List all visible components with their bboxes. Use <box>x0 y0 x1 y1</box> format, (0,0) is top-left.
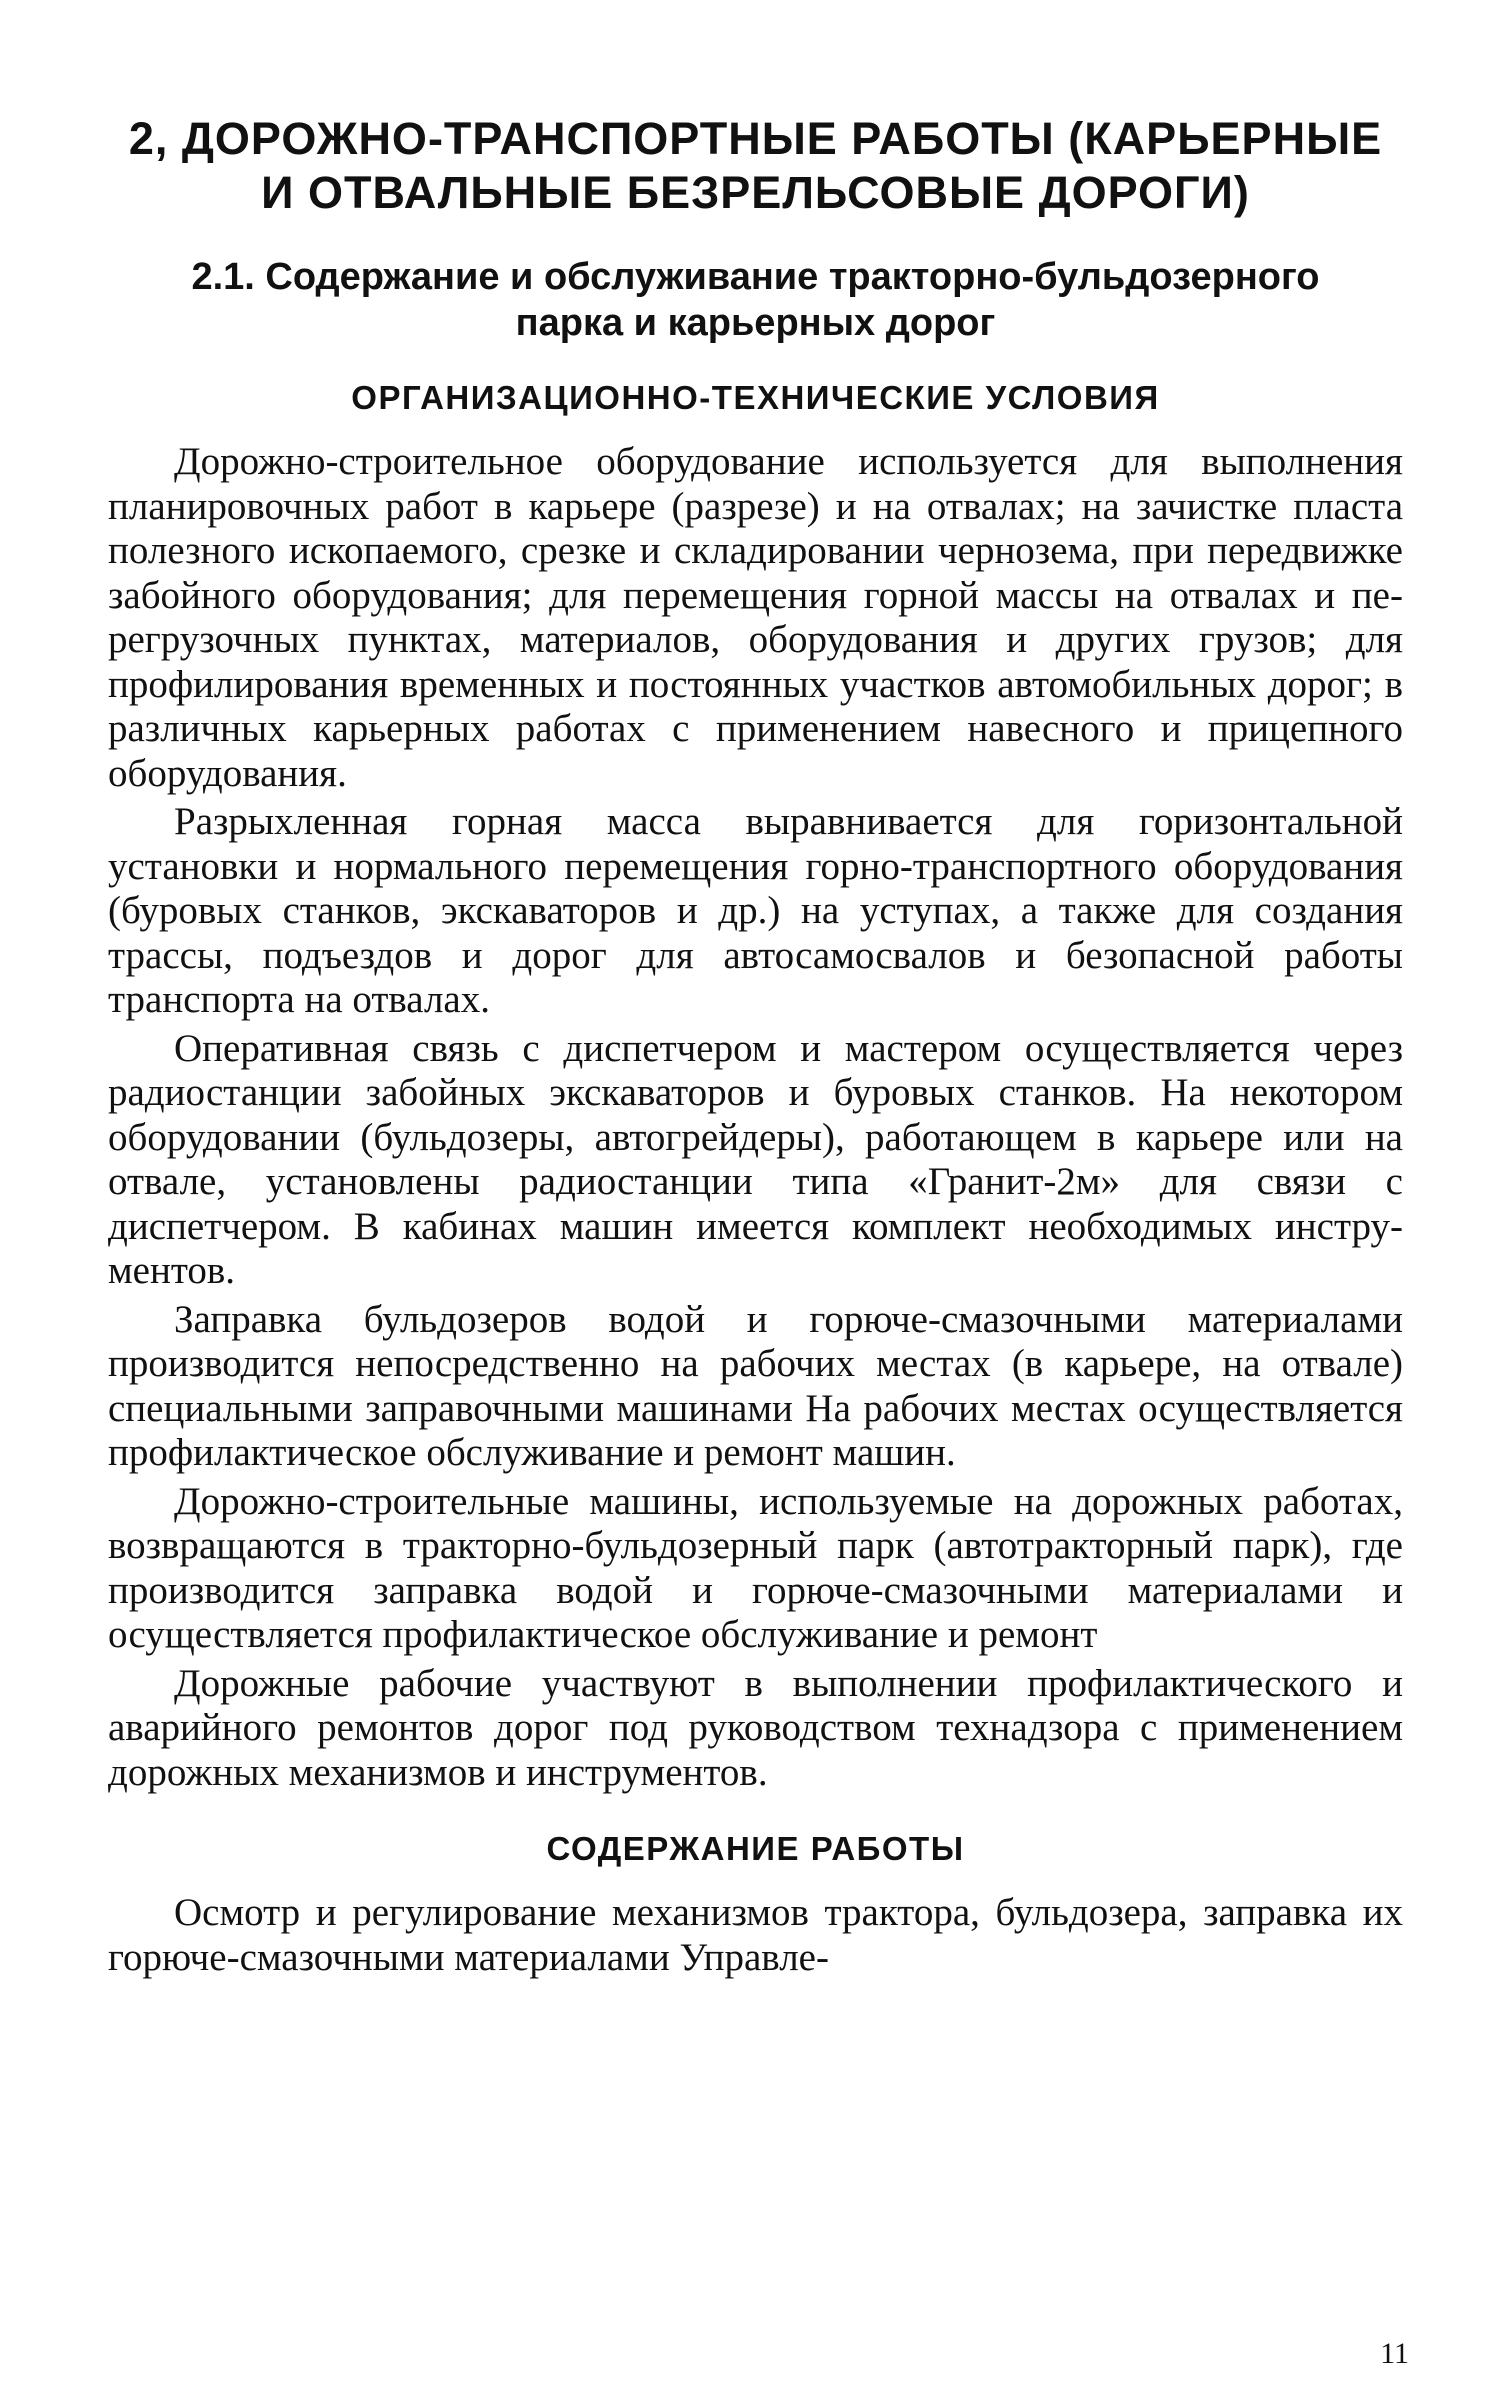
paragraph: Оперативная связь с диспетчером и мастером осуществляется через радиостанции забойных экскаваторов и буровых станков. На некотором оборудовании (бульдозеры, автогрейдеры), работающем в карьере или на отвале, установлены радиостанции типа «Гранит-2м» для связи с диспетчером. В кабинах машин имеется комплект необходимых инструментов. <box>108 1026 1403 1292</box>
paragraph: Заправка бульдозеров водой и горюче-смазочными материалами производится непосредственно на рабочих местах (в карьере, на отвале) специальными заправочными машинами На рабочих местах осуществляется профилактическое обслуживание и ремонт машин. <box>108 1297 1403 1474</box>
page-number: 11 <box>1380 2337 1409 2370</box>
section-title-line-1: 2.1. Содержание и обслуживание тракторно-бульдозерного <box>191 256 1320 298</box>
chapter-title <box>108 112 1403 220</box>
chapter-title-line-1: 2, ДОРОЖНО-ТРАНСПОРТНЫЕ РАБОТЫ (КАРЬЕРНЫЕ <box>128 113 1383 164</box>
paragraph: Разрыхленная горная масса выравнивается для горизонтальной установки и нормального перемещения горно-транспортного оборудования (буровых станков, экскаваторов и др.) на уступах, а также для создания трассы, подъездов и дорог для автосамосвалов и безопасной работы транспорта на отвалах. <box>108 800 1403 1021</box>
paragraph: Дорожно-строительное оборудование используется для выполнения планировочных работ в карьере (разрезе) и на отвалах; на зачистке пласта полезного ископаемого, срезке и складировании чернозема, при передвижке забойного оборудования; для перемещения горной массы на отвалах и перегрузочных пунктах, материалов, оборудования и других грузов; для профилирования временных и постоянных участков автомобильных дорог; в различных карьерных работах с применением навесного и прицепного оборудования. <box>108 440 1403 795</box>
chapter-title-line-2: И ОТВАЛЬНЫЕ БЕЗРЕЛЬСОВЫЕ ДОРОГИ) <box>261 167 1250 218</box>
org-conditions-heading: ОРГАНИЗАЦИОННО-ТЕХНИЧЕСКИЕ УСЛОВИЯ <box>351 379 1160 416</box>
page-content <box>108 112 1403 1984</box>
paragraph: Дорожные рабочие участвуют в выполнении профилактического и аварийного ремонтов дорог под руководством технадзора с применением дорожных механизмов и инструментов. <box>108 1661 1403 1794</box>
section-title <box>108 254 1403 346</box>
paragraph: Дорожно-строительные машины, используемые на дорожных работах, возвращаются в тракторно-бульдозерный парк (автотракторный парк), где производится заправка водой и горюче-смазочными материалами и осуществляется профилактическое обслуживание и ремонт <box>108 1479 1403 1656</box>
paragraph: Осмотр и регулирование механизмов трактора, бульдозера, заправка их горюче-смазочными материалами Управле- <box>108 1891 1403 1979</box>
section-title-line-2: парка и карьерных дорог <box>515 302 996 344</box>
section-spacer <box>108 1799 1403 1829</box>
work-content-heading: СОДЕРЖАНИЕ РАБОТЫ <box>546 1830 965 1867</box>
